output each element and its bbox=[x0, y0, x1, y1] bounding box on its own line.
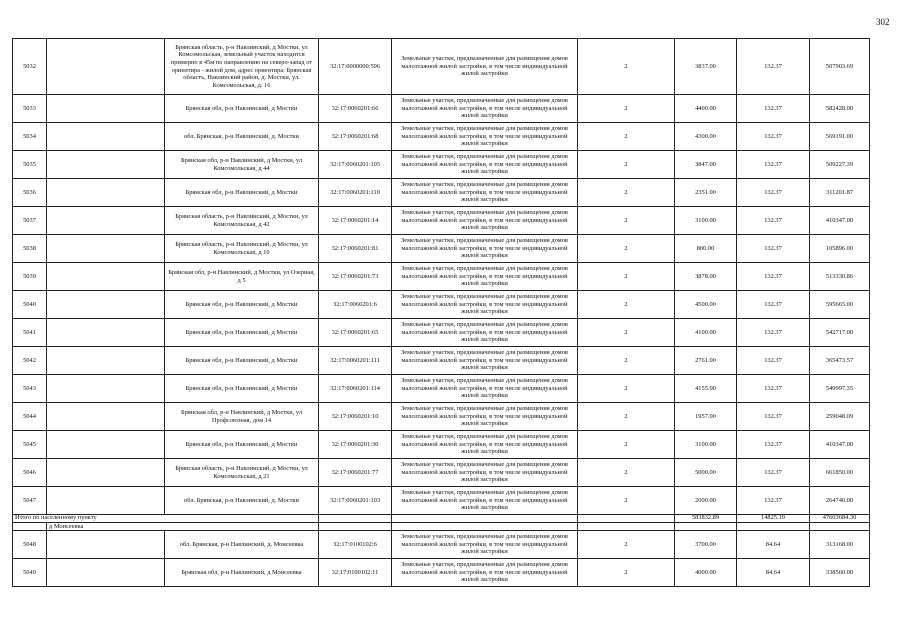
group-cell: 2 bbox=[578, 207, 675, 235]
rate-cell: 84.64 bbox=[737, 531, 810, 559]
area-cell: 4300.00 bbox=[675, 123, 737, 151]
cadastral-number-cell: 32:17:0000000:596 bbox=[319, 39, 392, 95]
land-use-cell: Земельные участки, предназначенные для размещения домов малоэтажной жилой застройки, в том числе индивидуальной жилой застройки bbox=[392, 151, 578, 179]
area-cell: 2761.00 bbox=[675, 347, 737, 375]
land-use-cell: Земельные участки, предназначенные для размещения домов малоэтажной жилой застройки, в том числе индивидуальной жилой застройки bbox=[392, 179, 578, 207]
empty-cell bbox=[810, 522, 870, 531]
cadastral-number-cell: 32:17:0060201:77 bbox=[319, 459, 392, 487]
subtotal-value-cell: 47603684.30 bbox=[810, 515, 870, 523]
table-row bbox=[13, 95, 870, 123]
empty-cell bbox=[319, 522, 392, 531]
address-cell: Брянская область, р-н Навлинский, д Мостки, ул Комсомольская, д 21 bbox=[165, 459, 319, 487]
area-cell: 4500.00 bbox=[675, 291, 737, 319]
table-row bbox=[13, 431, 870, 459]
address-cell: обл. Брянская, р-н Навлинский, д. Мостки bbox=[165, 123, 319, 151]
settlement-name-cell: д Моисеевка bbox=[47, 522, 319, 531]
subtotal-area-cell: 583832.89 bbox=[675, 515, 737, 523]
address-cell: Брянская обл, р-н Навлинский, д Моисеевка bbox=[165, 559, 319, 587]
table-row bbox=[13, 207, 870, 235]
table-row bbox=[13, 179, 870, 207]
address-cell: Брянская область, р-н Навлинский, д Мостки, ул Комсомольская, земельный участок находится примерно в 45м по направлению на северо-запад от ориентира - жилой дом, адрес ориентира: Брянская область, Навлинский район, д. Мостки, ул. Комсомольская, д. 16 bbox=[165, 39, 319, 95]
row-number-cell: 5047 bbox=[13, 487, 47, 515]
cadastral-number-cell: 32:17:0060201:114 bbox=[319, 375, 392, 403]
area-cell: 3847.00 bbox=[675, 151, 737, 179]
row-number-cell: 5034 bbox=[13, 123, 47, 151]
rate-cell: 132.37 bbox=[737, 319, 810, 347]
rate-cell: 132.37 bbox=[737, 487, 810, 515]
row-number-cell: 5040 bbox=[13, 291, 47, 319]
group-cell: 2 bbox=[578, 151, 675, 179]
cadastral-value-cell: 661850.00 bbox=[810, 459, 870, 487]
empty-cell bbox=[578, 522, 675, 531]
area-cell: 2000.00 bbox=[675, 487, 737, 515]
group-cell: 2 bbox=[578, 39, 675, 95]
group-cell: 2 bbox=[578, 459, 675, 487]
spacer-cell bbox=[47, 151, 165, 179]
cadastral-value-cell: 513330.86 bbox=[810, 263, 870, 291]
table-row bbox=[13, 319, 870, 347]
cadastral-value-cell: 410347.00 bbox=[810, 207, 870, 235]
area-cell: 4400.00 bbox=[675, 95, 737, 123]
cadastral-number-cell: 32:17:0060201:105 bbox=[319, 151, 392, 179]
table-row bbox=[13, 559, 870, 587]
spacer-cell bbox=[47, 291, 165, 319]
cadastral-value-cell: 509227.39 bbox=[810, 151, 870, 179]
land-use-cell: Земельные участки, предназначенные для размещения домов малоэтажной жилой застройки, в том числе индивидуальной жилой застройки bbox=[392, 375, 578, 403]
rate-cell: 132.37 bbox=[737, 459, 810, 487]
cadastral-number-cell: 32:17:0060201:81 bbox=[319, 235, 392, 263]
rate-cell: 132.37 bbox=[737, 291, 810, 319]
rate-cell: 132.37 bbox=[737, 403, 810, 431]
table-row bbox=[13, 263, 870, 291]
group-cell: 2 bbox=[578, 431, 675, 459]
cadastral-number-cell: 32:17:0060201:14 bbox=[319, 207, 392, 235]
row-number-cell: 5044 bbox=[13, 403, 47, 431]
land-use-cell: Земельные участки, предназначенные для размещения домов малоэтажной жилой застройки, в том числе индивидуальной жилой застройки bbox=[392, 347, 578, 375]
area-cell: 3700.00 bbox=[675, 531, 737, 559]
spacer-cell bbox=[47, 531, 165, 559]
row-number-cell: 5045 bbox=[13, 431, 47, 459]
spacer-cell bbox=[47, 459, 165, 487]
cadastral-value-cell: 549997.35 bbox=[810, 375, 870, 403]
land-use-cell: Земельные участки, предназначенные для размещения домов малоэтажной жилой застройки, в том числе индивидуальной жилой застройки bbox=[392, 291, 578, 319]
cadastral-value-cell: 264740.00 bbox=[810, 487, 870, 515]
table-row bbox=[13, 531, 870, 559]
table-row bbox=[13, 151, 870, 179]
group-cell: 2 bbox=[578, 403, 675, 431]
cadastral-number-cell: 32:17:0060201:111 bbox=[319, 347, 392, 375]
row-number-cell: 5039 bbox=[13, 263, 47, 291]
cadastral-value-cell: 542717.00 bbox=[810, 319, 870, 347]
land-use-cell: Земельные участки, предназначенные для размещения домов малоэтажной жилой застройки, в том числе индивидуальной жилой застройки bbox=[392, 459, 578, 487]
land-use-cell: Земельные участки, предназначенные для размещения домов малоэтажной жилой застройки, в том числе индивидуальной жилой застройки bbox=[392, 235, 578, 263]
spacer-cell bbox=[47, 347, 165, 375]
address-cell: Брянская обл, р-н Навлинский, д Мостки bbox=[165, 179, 319, 207]
spacer-cell bbox=[47, 263, 165, 291]
group-cell: 2 bbox=[578, 531, 675, 559]
group-cell: 2 bbox=[578, 179, 675, 207]
row-number-cell: 5048 bbox=[13, 531, 47, 559]
area-cell: 800.00 bbox=[675, 235, 737, 263]
spacer-cell bbox=[47, 403, 165, 431]
spacer-cell bbox=[47, 207, 165, 235]
area-cell: 1957.00 bbox=[675, 403, 737, 431]
area-cell: 4000.00 bbox=[675, 559, 737, 587]
rate-cell: 132.37 bbox=[737, 347, 810, 375]
page-number: 302 bbox=[876, 17, 890, 27]
rate-cell: 132.37 bbox=[737, 235, 810, 263]
address-cell: Брянская область, р-н Навлинский, д Мостки, ул Комсомольская, д 42 bbox=[165, 207, 319, 235]
empty-cell bbox=[392, 515, 578, 523]
land-use-cell: Земельные участки, предназначенные для размещения домов малоэтажной жилой застройки, в том числе индивидуальной жилой застройки bbox=[392, 559, 578, 587]
land-use-cell: Земельные участки, предназначенные для размещения домов малоэтажной жилой застройки, в том числе индивидуальной жилой застройки bbox=[392, 319, 578, 347]
area-cell: 3878.00 bbox=[675, 263, 737, 291]
land-use-cell: Земельные участки, предназначенные для размещения домов малоэтажной жилой застройки, в том числе индивидуальной жилой застройки bbox=[392, 403, 578, 431]
table-body bbox=[13, 39, 870, 587]
cadastral-value-cell: 507903.69 bbox=[810, 39, 870, 95]
area-cell: 3837.00 bbox=[675, 39, 737, 95]
empty-cell bbox=[392, 522, 578, 531]
row-number-cell: 5038 bbox=[13, 235, 47, 263]
empty-cell bbox=[319, 515, 392, 523]
address-cell: Брянская обл, р-н Навлинский, д Мостки bbox=[165, 347, 319, 375]
empty-cell bbox=[675, 522, 737, 531]
row-number-cell: 5032 bbox=[13, 39, 47, 95]
address-cell: Брянская обл, р-н Навлинский, д Мостки bbox=[165, 95, 319, 123]
land-use-cell: Земельные участки, предназначенные для размещения домов малоэтажной жилой застройки, в том числе индивидуальной жилой застройки bbox=[392, 123, 578, 151]
row-number-cell: 5035 bbox=[13, 151, 47, 179]
spacer-cell bbox=[47, 487, 165, 515]
rate-cell: 132.37 bbox=[737, 151, 810, 179]
subtotal-rate-cell: 14825.19 bbox=[737, 515, 810, 523]
address-cell: Брянская обл, р-н Навлинский, д Мостки bbox=[165, 319, 319, 347]
rate-cell: 84.64 bbox=[737, 559, 810, 587]
group-cell: 2 bbox=[578, 319, 675, 347]
cadastral-number-cell: 32:17:0060201:68 bbox=[319, 123, 392, 151]
row-number-cell: 5049 bbox=[13, 559, 47, 587]
area-cell: 3100.00 bbox=[675, 207, 737, 235]
spacer-cell bbox=[47, 319, 165, 347]
rate-cell: 132.37 bbox=[737, 207, 810, 235]
cadastral-number-cell: 32:17:0060201:73 bbox=[319, 263, 392, 291]
rate-cell: 132.37 bbox=[737, 375, 810, 403]
cadastral-number-cell: 32:17:0060201:65 bbox=[319, 319, 392, 347]
table-row bbox=[13, 235, 870, 263]
group-cell: 2 bbox=[578, 375, 675, 403]
cadastral-value-cell: 595665.00 bbox=[810, 291, 870, 319]
address-cell: обл. Брянская, р-н Навлинский, д. Моисеевка bbox=[165, 531, 319, 559]
cadastral-value-cell: 338560.00 bbox=[810, 559, 870, 587]
rate-cell: 132.37 bbox=[737, 431, 810, 459]
spacer-cell bbox=[47, 559, 165, 587]
spacer-cell bbox=[47, 39, 165, 95]
table-row bbox=[13, 39, 870, 95]
spacer-cell bbox=[47, 375, 165, 403]
table-row bbox=[13, 123, 870, 151]
land-use-cell: Земельные участки, предназначенные для размещения домов малоэтажной жилой застройки, в том числе индивидуальной жилой застройки bbox=[392, 531, 578, 559]
rate-cell: 132.37 bbox=[737, 263, 810, 291]
cadastral-value-cell: 582428.00 bbox=[810, 95, 870, 123]
address-cell: Брянская обл, р-н Навлинский, д Мостки, ул Озерная, д 5 bbox=[165, 263, 319, 291]
cadastral-number-cell: 32:17:0060201:6 bbox=[319, 291, 392, 319]
empty-cell bbox=[13, 522, 47, 531]
group-cell: 2 bbox=[578, 347, 675, 375]
address-cell: обл. Брянская, р-н Навлинский, д. Мостки bbox=[165, 487, 319, 515]
table-row bbox=[13, 347, 870, 375]
cadastral-value-cell: 259048.09 bbox=[810, 403, 870, 431]
row-number-cell: 5041 bbox=[13, 319, 47, 347]
spacer-cell bbox=[47, 179, 165, 207]
cadastral-number-cell: 32:17:0060201:10 bbox=[319, 403, 392, 431]
settlement-header-row bbox=[13, 522, 870, 531]
empty-cell bbox=[737, 522, 810, 531]
cadastral-value-cell: 311201.87 bbox=[810, 179, 870, 207]
group-cell: 2 bbox=[578, 123, 675, 151]
row-number-cell: 5043 bbox=[13, 375, 47, 403]
cadastral-number-cell: 32:17:0100102:11 bbox=[319, 559, 392, 587]
area-cell: 4155.00 bbox=[675, 375, 737, 403]
row-number-cell: 5036 bbox=[13, 179, 47, 207]
cadastral-value-cell: 313168.00 bbox=[810, 531, 870, 559]
table-row bbox=[13, 375, 870, 403]
cadastral-value-cell: 365473.57 bbox=[810, 347, 870, 375]
group-cell: 2 bbox=[578, 559, 675, 587]
address-cell: Брянская обл, р-н Навлинский, д Мостки, ул Профсоюзная, дом 14 bbox=[165, 403, 319, 431]
table-row bbox=[13, 291, 870, 319]
land-registry-table bbox=[12, 38, 870, 587]
area-cell: 3100.00 bbox=[675, 431, 737, 459]
address-cell: Брянская обл, р-н Навлинский, д Мостки bbox=[165, 431, 319, 459]
table-row bbox=[13, 459, 870, 487]
subtotal-label-cell: Итого по населенному пункту bbox=[13, 515, 319, 523]
land-use-cell: Земельные участки, предназначенные для размещения домов малоэтажной жилой застройки, в том числе индивидуальной жилой застройки bbox=[392, 487, 578, 515]
area-cell: 2351.00 bbox=[675, 179, 737, 207]
address-cell: Брянская обл, р-н Навлинский, д Мостки bbox=[165, 375, 319, 403]
spacer-cell bbox=[47, 431, 165, 459]
table-row bbox=[13, 403, 870, 431]
cadastral-number-cell: 32:17:0060201:103 bbox=[319, 487, 392, 515]
area-cell: 5000.00 bbox=[675, 459, 737, 487]
row-number-cell: 5033 bbox=[13, 95, 47, 123]
address-cell: Брянская обл, р-н Навлинский, д Мостки, ул Комсомольская, д 44 bbox=[165, 151, 319, 179]
land-use-cell: Земельные участки, предназначенные для размещения домов малоэтажной жилой застройки, в том числе индивидуальной жилой застройки bbox=[392, 431, 578, 459]
land-use-cell: Земельные участки, предназначенные для размещения домов малоэтажной жилой застройки, в том числе индивидуальной жилой застройки bbox=[392, 95, 578, 123]
cadastral-value-cell: 410347.00 bbox=[810, 431, 870, 459]
group-cell: 2 bbox=[578, 95, 675, 123]
rate-cell: 132.37 bbox=[737, 179, 810, 207]
group-cell: 2 bbox=[578, 487, 675, 515]
land-use-cell: Земельные участки, предназначенные для размещения домов малоэтажной жилой застройки, в том числе индивидуальной жилой застройки bbox=[392, 263, 578, 291]
empty-cell bbox=[578, 515, 675, 523]
address-cell: Брянская область, р-н Навлинский, д Мостки, ул Комсомольская, д 10 bbox=[165, 235, 319, 263]
cadastral-number-cell: 32:17:0060201:66 bbox=[319, 95, 392, 123]
land-use-cell: Земельные участки, предназначенные для размещения домов малоэтажной жилой застройки, в том числе индивидуальной жилой застройки bbox=[392, 39, 578, 95]
cadastral-number-cell: 32:17:0060201:30 bbox=[319, 431, 392, 459]
spacer-cell bbox=[47, 235, 165, 263]
group-cell: 2 bbox=[578, 291, 675, 319]
group-cell: 2 bbox=[578, 263, 675, 291]
cadastral-number-cell: 32:17:0060201:110 bbox=[319, 179, 392, 207]
rate-cell: 132.37 bbox=[737, 123, 810, 151]
cadastral-value-cell: 569191.00 bbox=[810, 123, 870, 151]
area-cell: 4100.00 bbox=[675, 319, 737, 347]
cadastral-number-cell: 32:17:0100102:6 bbox=[319, 531, 392, 559]
subtotal-row bbox=[13, 515, 870, 523]
rate-cell: 132.37 bbox=[737, 95, 810, 123]
spacer-cell bbox=[47, 123, 165, 151]
row-number-cell: 5042 bbox=[13, 347, 47, 375]
cadastral-value-cell: 105896.00 bbox=[810, 235, 870, 263]
land-use-cell: Земельные участки, предназначенные для размещения домов малоэтажной жилой застройки, в том числе индивидуальной жилой застройки bbox=[392, 207, 578, 235]
row-number-cell: 5037 bbox=[13, 207, 47, 235]
table-row bbox=[13, 487, 870, 515]
row-number-cell: 5046 bbox=[13, 459, 47, 487]
address-cell: Брянская обл, р-н Навлинский, д Мостки bbox=[165, 291, 319, 319]
rate-cell: 132.37 bbox=[737, 39, 810, 95]
spacer-cell bbox=[47, 95, 165, 123]
group-cell: 2 bbox=[578, 235, 675, 263]
